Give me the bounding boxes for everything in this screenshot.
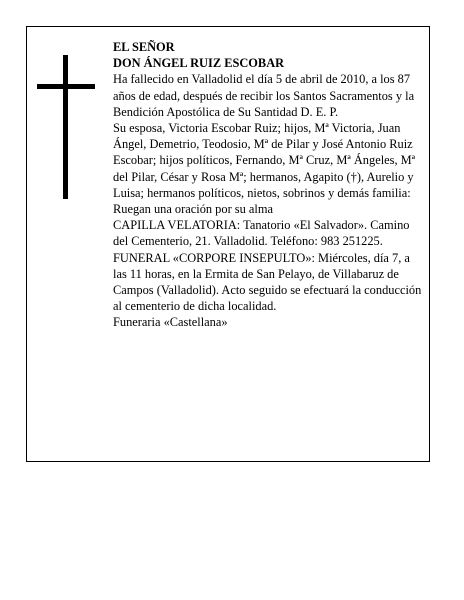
funeral-home: Funeraria «Castellana» — [113, 315, 228, 330]
funeral-service: FUNERAL «CORPORE INSEPULTO»: Miércoles, día 7, a las 11 horas, en la Ermita de San Pelayo, de Villabaruz de Campos (Valladolid). Acto seguido se efectuará la conducción al cementerio de dicha localidad. — [113, 250, 422, 314]
notice-text — [113, 39, 423, 331]
family-list: Su esposa, Victoria Escobar Ruiz; hijos, Mª Victoria, Juan Ángel, Demetrio, Teodosio, Mª de Pilar y José Antonio Ruiz Escobar; hijos políticos, Fernando, Mª Cruz, Mª Ángeles, Mª del Pilar, César y Rosa Mª; hermanos, Agapito (†), Aurelio y Luisa; hermanos políticos, nietos, sobrinos y demás familia: — [113, 121, 416, 200]
cross-horizontal-bar — [37, 84, 95, 89]
funeral-chapel: CAPILLA VELATORIA: Tanatorio «El Salvador». Camino del Cementerio, 21. Valladolid. Teléfono: 983 251225. — [113, 218, 410, 249]
deceased-name: DON ÁNGEL RUIZ ESCOBAR — [113, 56, 285, 71]
title-line-1: EL SEÑOR — [113, 40, 175, 54]
cross-vertical-bar — [63, 55, 68, 199]
death-announcement: Ha fallecido en Valladolid el día 5 de abril de 2010, a los 87 años de edad, después de recibir los Santos Sacramentos y la Bendición Apostólica de Su Santidad D. E. P. — [113, 72, 415, 119]
obituary-notice — [26, 26, 430, 462]
cross-icon — [37, 55, 97, 199]
prayer-request: Ruegan una oración por su alma — [113, 202, 273, 217]
